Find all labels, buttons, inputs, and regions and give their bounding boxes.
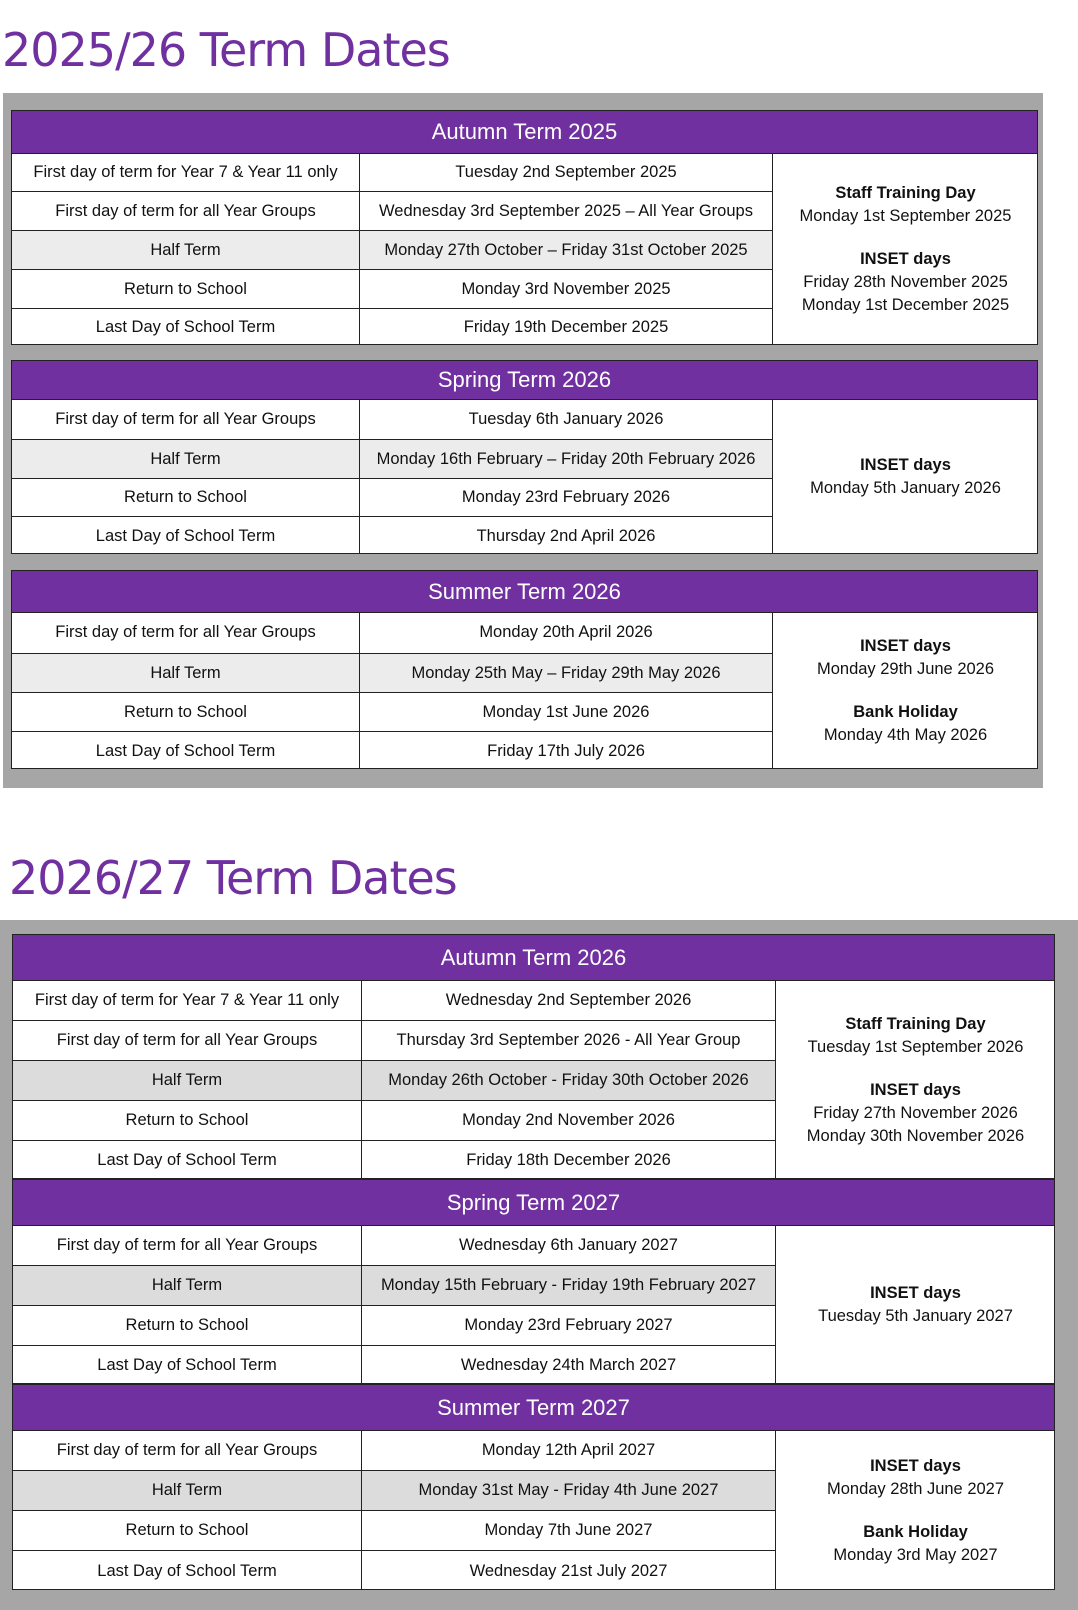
term-notes [774, 399, 1037, 554]
row-date: Monday 12th April 2027 [362, 1430, 776, 1470]
note-date: Tuesday 1st September 2026 [807, 1037, 1024, 1056]
table-row [13, 1020, 776, 1060]
row-label: Last Day of School Term [12, 517, 360, 554]
row-label: First day of term for all Year Groups [12, 612, 360, 653]
row-date: Monday 20th April 2026 [360, 612, 773, 653]
note-date: Monday 1st December 2025 [801, 296, 1010, 314]
table-row [13, 1265, 776, 1305]
term-block [12, 934, 1055, 1179]
term-notes [774, 612, 1037, 769]
table-row [13, 1140, 776, 1179]
note-heading: Bank Holiday [853, 703, 958, 721]
table-row [12, 731, 773, 769]
row-label: First day of term for Year 7 & Year 11 only [13, 980, 362, 1020]
term-notes [777, 1225, 1054, 1384]
row-date: Monday 31st May - Friday 4th June 2027 [362, 1471, 776, 1510]
row-date: Monday 16th February – Friday 20th February 2026 [360, 440, 773, 478]
note-group [802, 248, 1009, 317]
row-date: Monday 23rd February 2026 [360, 479, 773, 516]
table-row [13, 1345, 776, 1384]
row-label: First day of term for all Year Groups [13, 1021, 362, 1060]
row-date: Friday 19th December 2025 [360, 309, 773, 345]
page-title-2026-27: 2026/27 Term Dates [9, 851, 457, 905]
term-notes [777, 1430, 1054, 1590]
note-group [800, 182, 1012, 228]
note-group [810, 454, 1001, 500]
note-group [818, 1282, 1013, 1328]
row-label: First day of term for all Year Groups [13, 1225, 362, 1265]
note-date: Friday 27th November 2026 [813, 1103, 1018, 1122]
note-date: Monday 28th June 2027 [826, 1479, 1005, 1498]
note-heading: INSET days [860, 456, 951, 474]
row-label: Return to School [13, 1101, 362, 1140]
note-heading: INSET days [860, 637, 951, 655]
term-notes [777, 980, 1054, 1179]
term-header: Autumn Term 2025 [12, 111, 1037, 154]
note-group [807, 1079, 1024, 1148]
note-group [827, 1455, 1004, 1501]
row-date: Tuesday 6th January 2026 [360, 399, 773, 439]
row-date: Monday 27th October – Friday 31st October 2025 [360, 231, 773, 269]
table-row [13, 1430, 776, 1470]
table-row [12, 269, 773, 308]
row-label: First day of term for Year 7 & Year 11 only [12, 153, 360, 191]
table-row [13, 980, 776, 1020]
row-label: Last Day of School Term [12, 732, 360, 769]
row-label: First day of term for all Year Groups [12, 399, 360, 439]
term-header: Autumn Term 2026 [13, 935, 1054, 981]
note-heading: Staff Training Day [835, 184, 976, 202]
row-date: Friday 17th July 2026 [360, 732, 773, 769]
table-row [13, 1225, 776, 1265]
term-block [11, 360, 1038, 554]
table-row [12, 308, 773, 345]
row-date: Monday 7th June 2027 [362, 1511, 776, 1550]
row-date: Wednesday 6th January 2027 [362, 1225, 776, 1265]
row-label: Half Term [13, 1061, 362, 1100]
row-label: Last Day of School Term [12, 309, 360, 345]
note-heading: INSET days [870, 1080, 961, 1099]
note-heading: Staff Training Day [845, 1014, 986, 1033]
row-date: Wednesday 24th March 2027 [362, 1346, 776, 1384]
note-group [833, 1521, 997, 1567]
row-date: Wednesday 21st July 2027 [362, 1551, 776, 1590]
term-block [12, 1179, 1055, 1384]
row-label: Return to School [12, 270, 360, 308]
row-date: Monday 23rd February 2027 [362, 1306, 776, 1345]
table-row [12, 478, 773, 516]
term-block [11, 570, 1038, 769]
row-label: Return to School [12, 479, 360, 516]
row-date: Wednesday 2nd September 2026 [362, 980, 776, 1020]
term-block [12, 1384, 1055, 1590]
note-heading: INSET days [860, 250, 951, 268]
row-date: Wednesday 3rd September 2025 – All Year Groups [360, 192, 773, 230]
row-label: Return to School [13, 1511, 362, 1550]
row-date: Monday 1st June 2026 [360, 693, 773, 731]
note-date: Monday 3rd May 2027 [833, 1545, 998, 1564]
row-label: Half Term [13, 1266, 362, 1305]
note-heading: INSET days [870, 1456, 961, 1475]
term-header: Spring Term 2027 [13, 1180, 1054, 1226]
row-label: Half Term [13, 1471, 362, 1510]
row-label: Last Day of School Term [13, 1141, 362, 1179]
row-date: Thursday 2nd April 2026 [360, 517, 773, 554]
term-header: Summer Term 2027 [13, 1385, 1054, 1431]
row-label: Return to School [12, 693, 360, 731]
table-row [13, 1550, 776, 1590]
note-heading: INSET days [870, 1284, 961, 1302]
table-row [12, 230, 773, 269]
table-row [13, 1100, 776, 1140]
note-date: Tuesday 5th January 2027 [818, 1307, 1013, 1325]
row-date: Monday 2nd November 2026 [362, 1101, 776, 1140]
row-date: Tuesday 2nd September 2025 [360, 153, 773, 191]
table-row [12, 612, 773, 653]
table-row [12, 191, 773, 230]
note-date: Monday 30th November 2026 [806, 1126, 1025, 1145]
row-label: Half Term [12, 231, 360, 269]
note-group [808, 1013, 1024, 1059]
table-row [13, 1510, 776, 1550]
table-row [12, 516, 773, 554]
note-date: Monday 1st September 2025 [799, 207, 1012, 225]
note-group [824, 701, 987, 747]
row-label: Half Term [12, 440, 360, 478]
note-heading: Bank Holiday [863, 1522, 968, 1541]
page-title-2025-26: 2025/26 Term Dates [2, 23, 450, 77]
table-row [13, 1470, 776, 1510]
row-label: Half Term [12, 654, 360, 692]
table-row [12, 653, 773, 692]
row-date: Friday 18th December 2026 [362, 1141, 776, 1179]
term-block [11, 110, 1038, 345]
row-date: Thursday 3rd September 2026 - All Year Group [362, 1021, 776, 1060]
term-notes [774, 153, 1037, 345]
table-row [13, 1060, 776, 1100]
term-header: Spring Term 2026 [12, 361, 1037, 400]
row-date: Monday 15th February - Friday 19th February 2027 [362, 1266, 776, 1305]
row-date: Monday 26th October - Friday 30th October 2026 [362, 1061, 776, 1100]
term-header: Summer Term 2026 [12, 571, 1037, 613]
note-date: Friday 28th November 2025 [803, 273, 1008, 291]
row-label: First day of term for all Year Groups [12, 192, 360, 230]
row-label: Return to School [13, 1306, 362, 1345]
row-date: Monday 3rd November 2025 [360, 270, 773, 308]
row-label: First day of term for all Year Groups [13, 1430, 362, 1470]
note-date: Monday 5th January 2026 [810, 479, 1001, 497]
note-date: Monday 4th May 2026 [823, 726, 988, 744]
table-row [12, 439, 773, 478]
table-row [12, 153, 773, 191]
row-label: Last Day of School Term [13, 1551, 362, 1590]
row-date: Monday 25th May – Friday 29th May 2026 [360, 654, 773, 692]
table-row [12, 692, 773, 731]
row-label: Last Day of School Term [13, 1346, 362, 1384]
table-row [13, 1305, 776, 1345]
note-group [817, 635, 994, 681]
note-date: Monday 29th June 2026 [816, 660, 995, 678]
table-row [12, 399, 773, 439]
